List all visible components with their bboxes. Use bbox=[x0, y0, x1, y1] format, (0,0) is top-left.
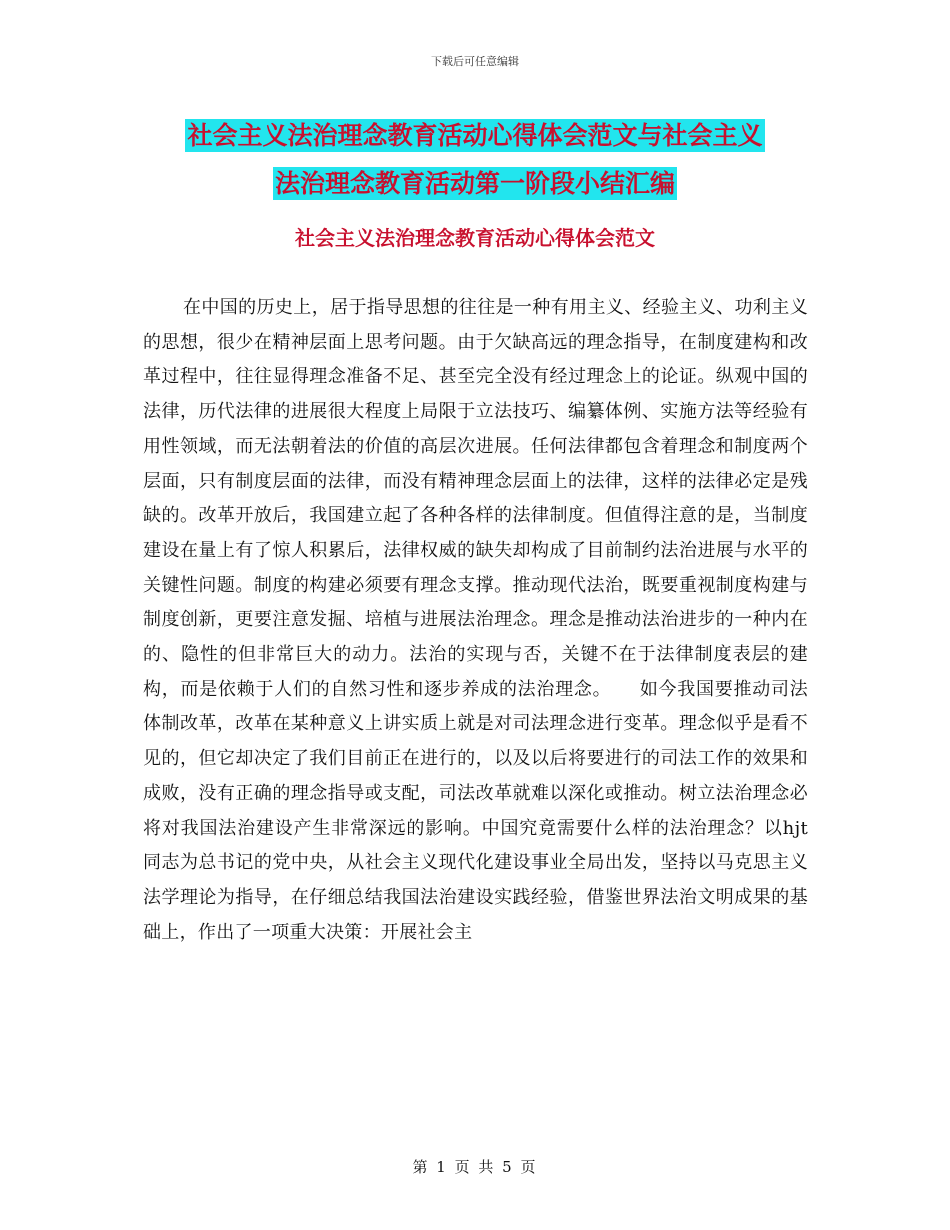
body-paragraph: 在中国的历史上，居于指导思想的往往是一种有用主义、经验主义、功利主义的思想，很少在精神层面上思考问题。由于欠缺高远的理念指导，在制度建构和改革过程中，往往显得理念准备不足、甚至完全没有经过理念上的论证。纵观中国的法律，历代法律的进展很大程度上局限于立法技巧、编纂体例、实施方法等经验有用性领域，而无法朝着法的价值的高层次进展。任何法律都包含着理念和制度两个层面，只有制度层面的法律，而没有精神理念层面上的法律，这样的法律必定是残缺的。改革开放后，我国建立起了各种各样的法律制度。但值得注意的是，当制度建设在量上有了惊人积累后，法律权威的缺失却构成了目前制约法治进展与水平的关键性问题。制度的构建必须要有理念支撑。推动现代法治，既要重视制度构建与制度创新，更要注意发掘、培植与进展法治理念。理念是推动法治进步的一种内在的、隐性的但非常巨大的动力。法治的实现与否，关键不在于法律制度表层的建构，而是依赖于人们的自然习性和逐步养成的法治理念。 如今我国要推动司法体制改革，改革在某种意义上讲实质上就是对司法理念进行变革。理念似乎是看不见的，但它却决定了我们目前正在进行的，以及以后将要进行的司法工作的效果和成败，没有正确的理念指导或支配，司法改革就难以深化或推动。树立法治理念必将对我国法治建设产生非常深远的影响。中国究竟需要什么样的法治理念？以hjt同志为总书记的党中央，从社会主义现代化建设事业全局出发，坚持以马克思主义法学理论为指导，在仔细总结我国法治建设实践经验，借鉴世界法治文明成果的基础上，作出了一项重大决策：开展社会主 bbox=[143, 297, 808, 943]
page-number-footer: 第 1 页 共 5 页 bbox=[412, 1158, 538, 1176]
header-note: 下载后可任意编辑 bbox=[431, 55, 519, 68]
document-title-line-2: 法治理念教育活动第一阶段小结汇编 bbox=[274, 169, 675, 198]
section-title: 社会主义法治理念教育活动心得体会范文 bbox=[295, 226, 655, 250]
document-title-line-1: 社会主义法治理念教育活动心得体会范文与社会主义 bbox=[187, 121, 763, 150]
document-title bbox=[150, 112, 800, 208]
